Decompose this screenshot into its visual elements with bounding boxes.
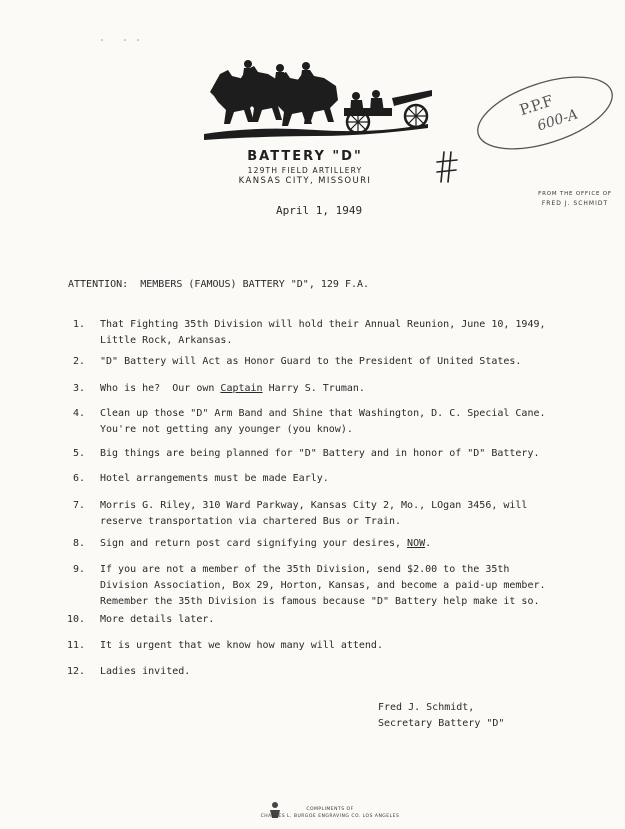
horse-drawn-artillery-icon	[196, 56, 436, 156]
letterhead-title: BATTERY "D"	[247, 149, 363, 164]
list-item-line: That Fighting 35th Division will hold their Annual Reunion, June 10, 1949,	[100, 319, 546, 330]
list-item-line: You're not getting any younger (you know).	[100, 424, 353, 435]
list-item-line: Little Rock, Arkansas.	[100, 335, 233, 346]
office-name: FRED J. SCHMIDT	[541, 200, 609, 207]
list-item-line: Hotel arrangements must be made Early.	[100, 473, 329, 484]
attention-line: ATTENTION: MEMBERS (FAMOUS) BATTERY "D", 129 F.A.	[68, 279, 370, 290]
list-item-number: 1.	[72, 319, 85, 330]
stamp-line1: P.P.F	[517, 91, 556, 120]
list-item-line: Ladies invited.	[100, 666, 191, 677]
letterhead-city: KANSAS CITY, MISSOURI	[238, 176, 372, 186]
list-item-line	[100, 381, 590, 397]
footer-line1: COMPLIMENTS OF	[306, 807, 354, 812]
list-item-text	[100, 664, 590, 680]
signature-name: Fred J. Schmidt,	[378, 702, 475, 713]
list-item-line: If you are not a member of the 35th Division, send $2.00 to the 35th	[100, 564, 510, 575]
list-item-line: More details later.	[100, 614, 215, 625]
office-label: FROM THE OFFICE OF	[538, 191, 612, 197]
list-item-line	[100, 536, 590, 552]
list-item-line: Remember the 35th Division is famous because "D" Battery help make it so.	[100, 596, 540, 607]
list-item-text-post: .	[425, 538, 432, 549]
signature-block	[378, 700, 504, 732]
paper-specks	[100, 36, 150, 44]
list-item-text	[100, 354, 590, 370]
list-item-line: "D" Battery will Act as Honor Guard to the President of United States.	[100, 356, 522, 367]
list-item-text-post: Harry S. Truman.	[262, 383, 365, 394]
list-item-text	[100, 471, 590, 487]
ppf-stamp	[470, 68, 620, 158]
office-block	[520, 190, 625, 208]
list-item-line: It is urgent that we know how many will attend.	[100, 640, 383, 651]
list-item-text	[100, 406, 590, 438]
list-item-number: 12.	[66, 666, 85, 677]
list-item-text	[100, 317, 590, 349]
list-item-number: 9.	[72, 564, 85, 575]
handwritten-hash-mark	[436, 150, 458, 184]
stamp-line2: 600-A	[535, 106, 580, 135]
list-item-text	[100, 498, 590, 530]
list-item-number: 3.	[72, 383, 85, 394]
list-item-number: 8.	[72, 538, 85, 549]
list-item-text	[100, 638, 590, 654]
list-item-number: 4.	[72, 408, 85, 419]
list-item-number: 5.	[72, 448, 85, 459]
letterhead-subtitle: 129TH FIELD ARTILLERY	[247, 166, 363, 175]
footer-credit	[230, 806, 430, 820]
list-item-text	[100, 562, 590, 610]
list-item-text	[100, 536, 590, 552]
list-item-text-pre: Sign and return post card signifying your desires,	[100, 538, 408, 549]
underlined-word: NOW	[407, 538, 426, 549]
list-item-text	[100, 612, 590, 628]
list-item-number: 6.	[72, 473, 85, 484]
list-item-line: reserve transportation via chartered Bus or Train.	[100, 516, 402, 527]
list-item-line: Big things are being planned for "D" Battery and in honor of "D" Battery.	[100, 448, 540, 459]
list-item-text	[100, 381, 590, 397]
underlined-word: Captain	[220, 383, 263, 394]
list-item-line: Division Association, Box 29, Horton, Kansas, and become a paid-up member.	[100, 580, 546, 591]
list-item-text	[100, 446, 590, 462]
list-item-number: 7.	[72, 500, 85, 511]
letter-date: April 1, 1949	[276, 204, 363, 217]
list-item-line: Morris G. Riley, 310 Ward Parkway, Kansas City 2, Mo., LOgan 3456, will	[100, 500, 528, 511]
list-item-number: 2.	[72, 356, 85, 367]
list-item-text-pre: Who is he? Our own	[100, 383, 221, 394]
footer-line2: CHARLES L. BURGOE ENGRAVING CO. LOS ANGELES	[260, 814, 400, 819]
signature-title: Secretary Battery "D"	[378, 718, 505, 729]
list-item-number: 10.	[66, 614, 85, 625]
letterhead	[235, 149, 375, 187]
list-item-line: Clean up those "D" Arm Band and Shine that Washington, D. C. Special Cane.	[100, 408, 546, 419]
list-item-number: 11.	[66, 640, 85, 651]
